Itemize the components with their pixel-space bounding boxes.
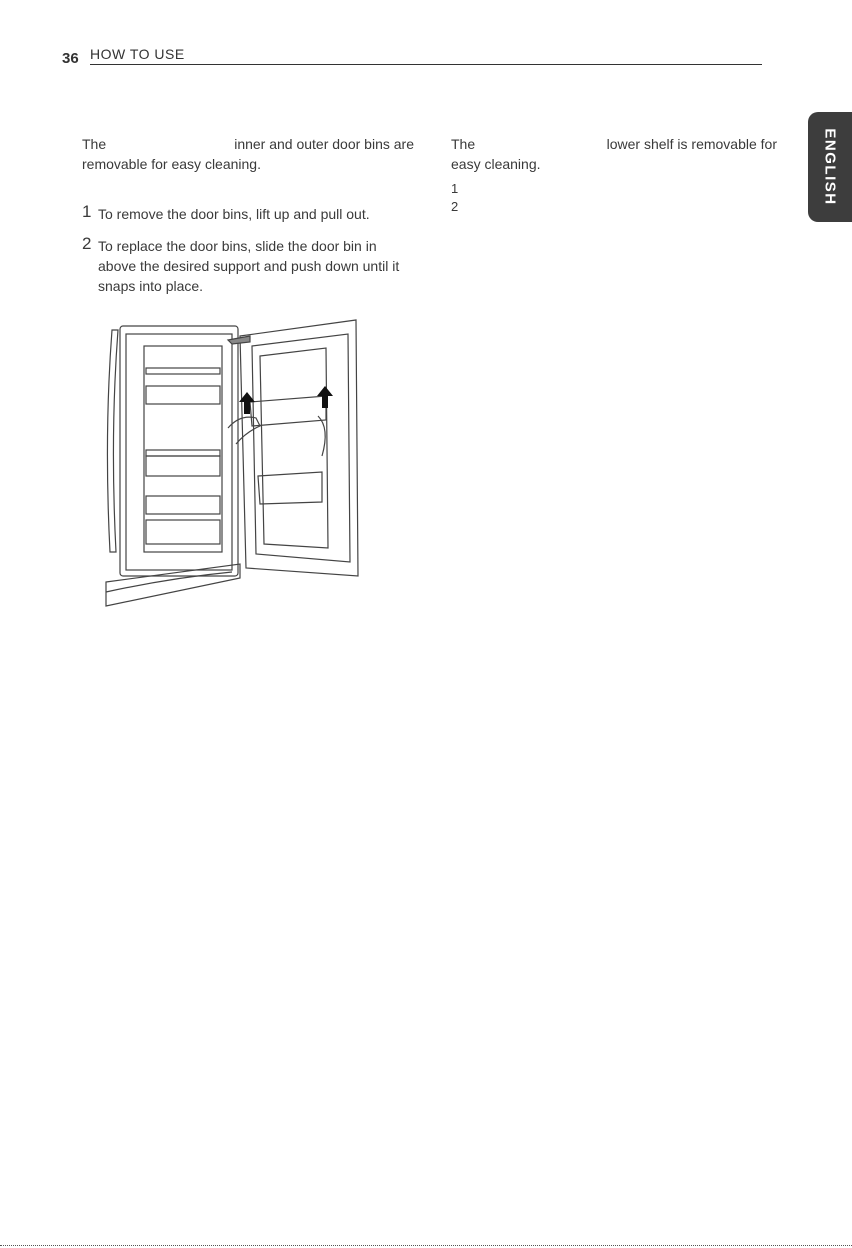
step-number: 1 (82, 202, 92, 221)
left-intro-start: The (82, 136, 107, 152)
left-door-inner-frame (126, 334, 232, 570)
refrigerator-door-bin-illustration (100, 316, 366, 622)
right-hand (318, 416, 325, 456)
right-intro-line2: easy cleaning. (451, 156, 541, 172)
left-column (82, 134, 414, 308)
language-tab (808, 112, 852, 222)
fridge-drawer-1 (146, 386, 220, 404)
right-door-outer (240, 320, 358, 576)
step-number: 2 (82, 234, 92, 253)
step-text: To remove the door bins, lift up and pull out. (98, 206, 370, 222)
door-handle-left (107, 330, 118, 552)
left-intro-line2: removable for easy cleaning. (82, 156, 261, 172)
step-text: To replace the door bins, slide the door bin in above the desired support and push down until it snaps into place. (98, 238, 400, 294)
right-intro-line1 (451, 134, 777, 154)
fridge-shelf-2 (146, 450, 220, 456)
right-door-liner (260, 348, 328, 548)
fridge-cavity (144, 346, 222, 552)
right-column (451, 134, 777, 216)
fridge-drawer-3 (146, 496, 220, 514)
hinge-cover (228, 336, 250, 344)
right-step-2: 2 (451, 199, 459, 214)
page-bottom-border (0, 1245, 852, 1246)
right-intro-start: The (451, 136, 476, 152)
right-steps (451, 180, 777, 216)
fridge-shelf-1 (146, 368, 220, 374)
left-intro-line1 (82, 134, 414, 154)
lower-door-bin (258, 472, 322, 504)
left-hand (228, 417, 260, 444)
right-intro-end: lower shelf is removable for (606, 136, 777, 152)
fridge-drawer-2 (146, 456, 220, 476)
fridge-illustration-svg (100, 316, 366, 622)
language-tab-label: ENGLISH (821, 128, 839, 206)
page-number: 36 (62, 50, 79, 67)
left-intro-end: inner and outer door bins are (234, 136, 414, 152)
right-step-1: 1 (451, 181, 459, 196)
left-step-1 (82, 204, 414, 224)
left-step-2 (82, 236, 414, 296)
crisper-drawer (146, 520, 220, 544)
freezer-drawer-handle (106, 572, 232, 592)
page-header (62, 44, 762, 68)
right-door-gasket (252, 334, 350, 562)
left-steps (82, 204, 414, 296)
section-title: HOW TO USE (90, 46, 185, 62)
header-rule (90, 64, 762, 65)
